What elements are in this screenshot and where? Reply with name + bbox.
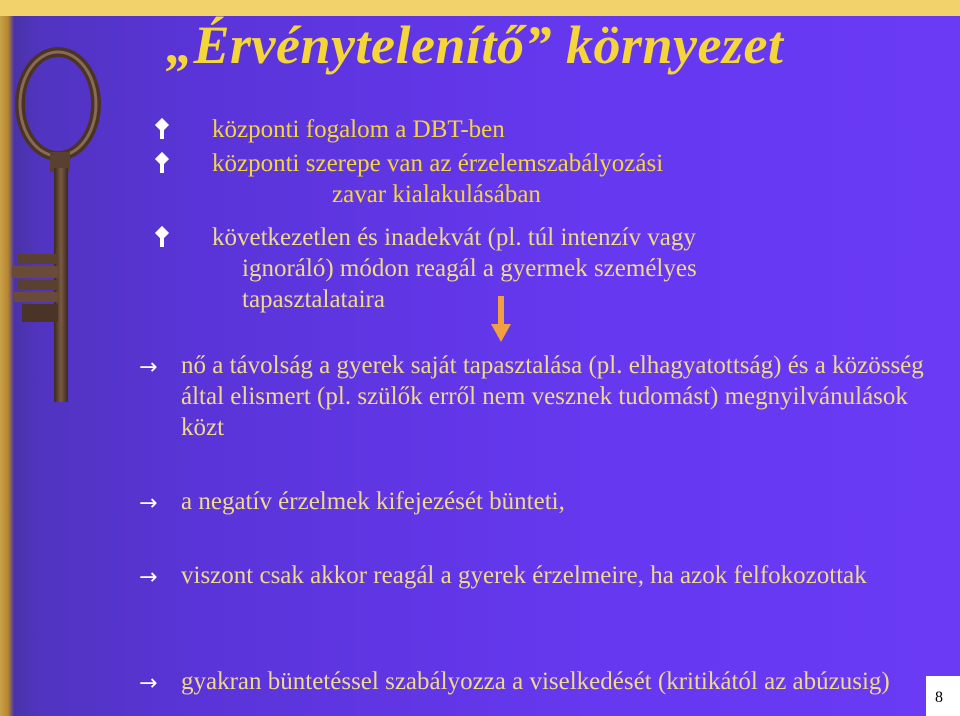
page-number: 8 — [935, 689, 943, 706]
bullet-line: központi fogalom a DBT-ben — [212, 116, 505, 143]
bullet-line: zavar kialakulásában — [332, 181, 541, 208]
right-arrow-icon: → — [139, 355, 158, 380]
item-text: gyakran büntetéssel szabályozza a viselkedését (kritikától az abúzusig) — [181, 668, 890, 695]
right-arrow-icon: → — [139, 491, 158, 516]
down-arrow-icon — [489, 296, 513, 344]
slide-title: „Érvénytelenítő” környezet — [166, 15, 784, 75]
diamond-bullet-icon — [155, 119, 169, 141]
bullet-line: központi szerepe van az érzelemszabályozási — [212, 150, 664, 177]
list-item — [139, 350, 941, 443]
item-text: nő a távolság a gyerek saját tapasztalása (pl. elhagyatottság) és a közösség által elismert (pl. szülők erről nem vesznek tudomást) megnyilvánulások közt — [181, 352, 924, 441]
bullet-line: tapasztalataira — [242, 286, 385, 313]
list-item — [139, 486, 941, 517]
page-number-box — [926, 676, 960, 716]
list-item — [139, 666, 926, 697]
diamond-bullet-icon — [155, 153, 169, 175]
item-text: a negatív érzelmek kifejezését bünteti, — [181, 488, 565, 515]
right-arrow-icon: → — [139, 565, 158, 590]
right-arrow-icon: → — [139, 671, 158, 696]
list-item — [139, 560, 901, 591]
bullet-item — [212, 148, 663, 210]
item-text: viszont csak akkor reagál a gyerek érzelmeire, ha azok felfokozottak — [181, 562, 867, 589]
bullet-line: ignoráló) módon reagál a gyermek személyes — [242, 255, 697, 282]
bullet-item — [212, 114, 505, 145]
diamond-bullet-icon — [155, 227, 169, 249]
antique-key-image — [0, 44, 120, 404]
bullet-item — [212, 222, 697, 315]
bullet-line: következetlen és inadekvát (pl. túl intenzív vagy — [212, 224, 696, 251]
